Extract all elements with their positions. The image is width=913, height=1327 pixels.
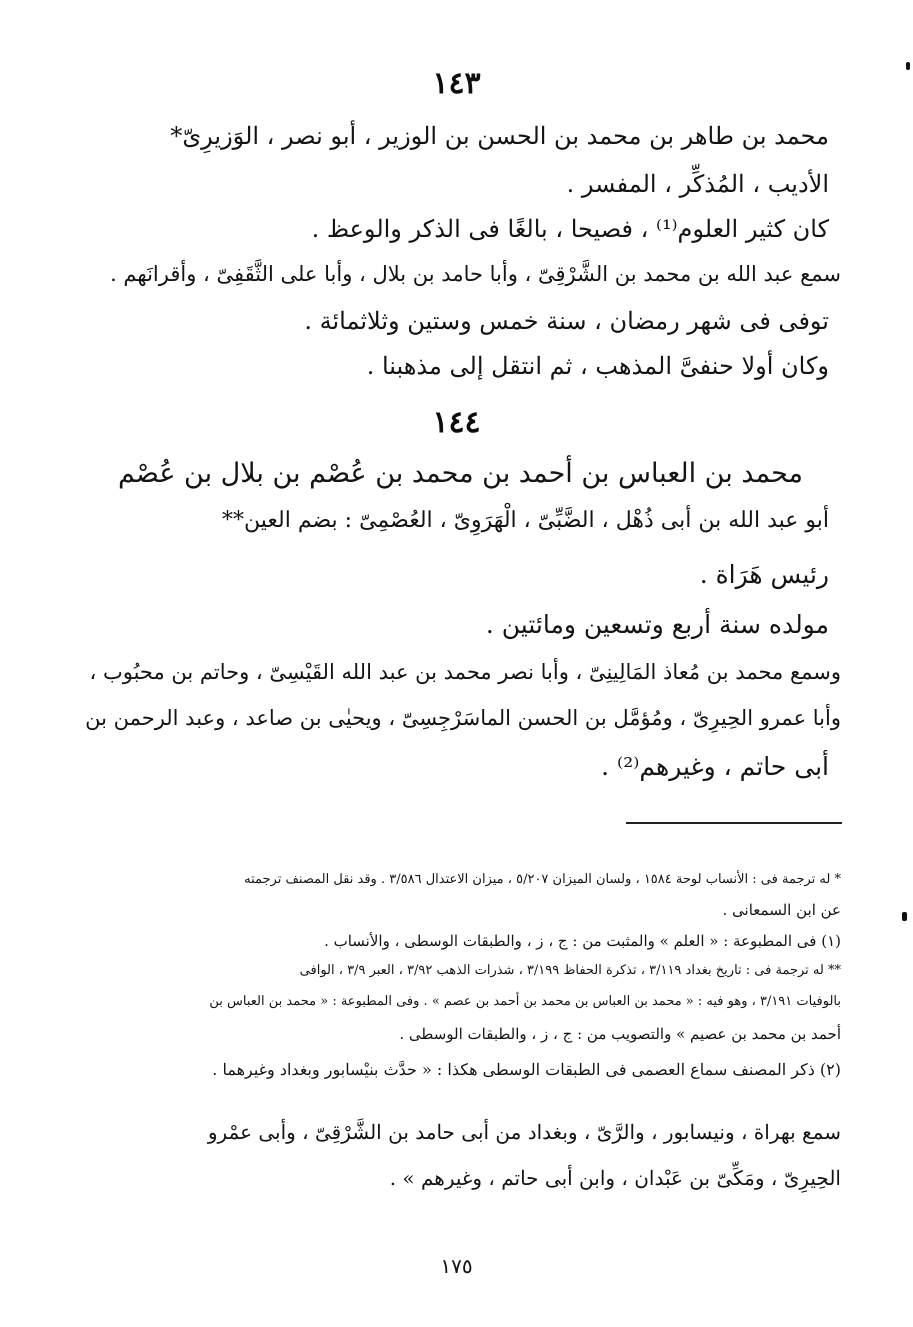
entry-143-line-5: توفى فى شهر رمضان ، سنة خمس وستين وثلاثمائة . [304, 307, 829, 335]
footnote-line-5: بالوفيات ٣/١٩١ ، وهو فيه : « محمد بن العباس بن محمد بن أحمد بن عصم » . وفى المطبوعة : « محمد بن العباس بن [209, 994, 841, 1009]
scan-mark-middle [902, 912, 907, 921]
entry-number-143: ١٤٣ [432, 66, 481, 101]
page-number: ١٧٥ [440, 1254, 473, 1278]
entry-143-line-2: الأديب ، المُذكِّر ، المفسر . [566, 170, 829, 198]
footnote-line-4: ** له ترجمة فى : تاريخ بغداد ٣/١١٩ ، تذكرة الحفاظ ٣/١٩٩ ، شذرات الذهب ٣/٩٢ ، العبر ٣/٩ ، الوافى [299, 963, 841, 978]
entry-144-line-5: وسمع محمد بن مُعاذ المَالِينِىّ ، وأبا نصر محمد بن عبد الله القَيْسِىّ ، وحاتم بن محبُوب ، [89, 660, 841, 684]
footnote-line-7: (٢) ذكر المصنف سماع العصمى فى الطبقات الوسطى هكذا : « حدَّث بنيْسابور وبغداد وغيرهما . [212, 1060, 841, 1079]
entry-144-line-1: محمد بن العباس بن أحمد بن محمد بن عُصْم بن بلال بن عُصْم [117, 458, 803, 489]
footnote-line-3: (١) فى المطبوعة : « العلم » والمثبت من : ج ، ز ، والطبقات الوسطى ، والأنساب . [324, 932, 841, 950]
entry-144-line-6: وأبا عمرو الحِيرِىّ ، ومُؤمَّل بن الحسن الماسَرْجِسِىّ ، ويحيٰى بن صاعد ، وعبد الرحمن بن [85, 706, 841, 730]
entry-144-line-4: مولده سنة أربع وتسعين ومائتين . [485, 610, 829, 639]
entry-143-line-1: محمد بن طاهر بن محمد بن الحسن بن الوزير ، أبو نصر ، الوَزيرِىّ* [170, 122, 829, 150]
footnote-line-1: * له ترجمة فى : الأنساب لوحة ١٥٨٤ ، ولسان الميزان ٥/٢٠٧ ، ميزان الاعتدال ٣/٥٨٦ . وقد نقل المصنف ترجمته [244, 872, 841, 887]
entry-144-line-7: أبى حاتم ، وغيرهم⁽²⁾ . [601, 752, 829, 781]
footnote-separator [626, 822, 842, 824]
entry-144-line-3: رئيس هَرَاة . [699, 560, 829, 589]
footnote-line-6: أحمد بن محمد بن عصيم » والتصويب من : ج ، ز ، والطبقات الوسطى . [399, 1025, 841, 1043]
scan-mark-top [906, 62, 910, 70]
entry-143-line-4: سمع عبد الله بن محمد بن الشَّرْقِىّ ، وأبا حامد بن بلال ، وأبا على الثَّقَفِىّ ، وأقرانَهم . [110, 262, 841, 286]
footnote-continuation-line-2: الحِيرِىّ ، ومَكِّىّ بن عَبْدان ، وابن أبى حاتم ، وغيرهم » . [389, 1166, 841, 1190]
entry-143-line-3: كان كثير العلوم⁽¹⁾ ، فصيحا ، بالغًا فى الذكر والوعظ . [311, 215, 829, 243]
entry-144-line-2: أبو عبد الله بن أبى ذُهْل ، الضَّبِّىّ ، الْهَرَوِىّ ، العُصْمِىّ : بضم العين** [222, 508, 829, 533]
entry-number-144: ١٤٤ [432, 405, 481, 440]
footnote-line-2: عن ابن السمعانى . [722, 901, 841, 919]
entry-143-line-6: وكان أولا حنفىَّ المذهب ، ثم انتقل إلى مذهبنا . [366, 352, 829, 380]
footnote-continuation-line-1: سمع بهراة ، ونيسابور ، والرَّىّ ، وبغداد من أبى حامد بن الشَّرْقِىّ ، وأبى عمْرو [207, 1120, 841, 1144]
